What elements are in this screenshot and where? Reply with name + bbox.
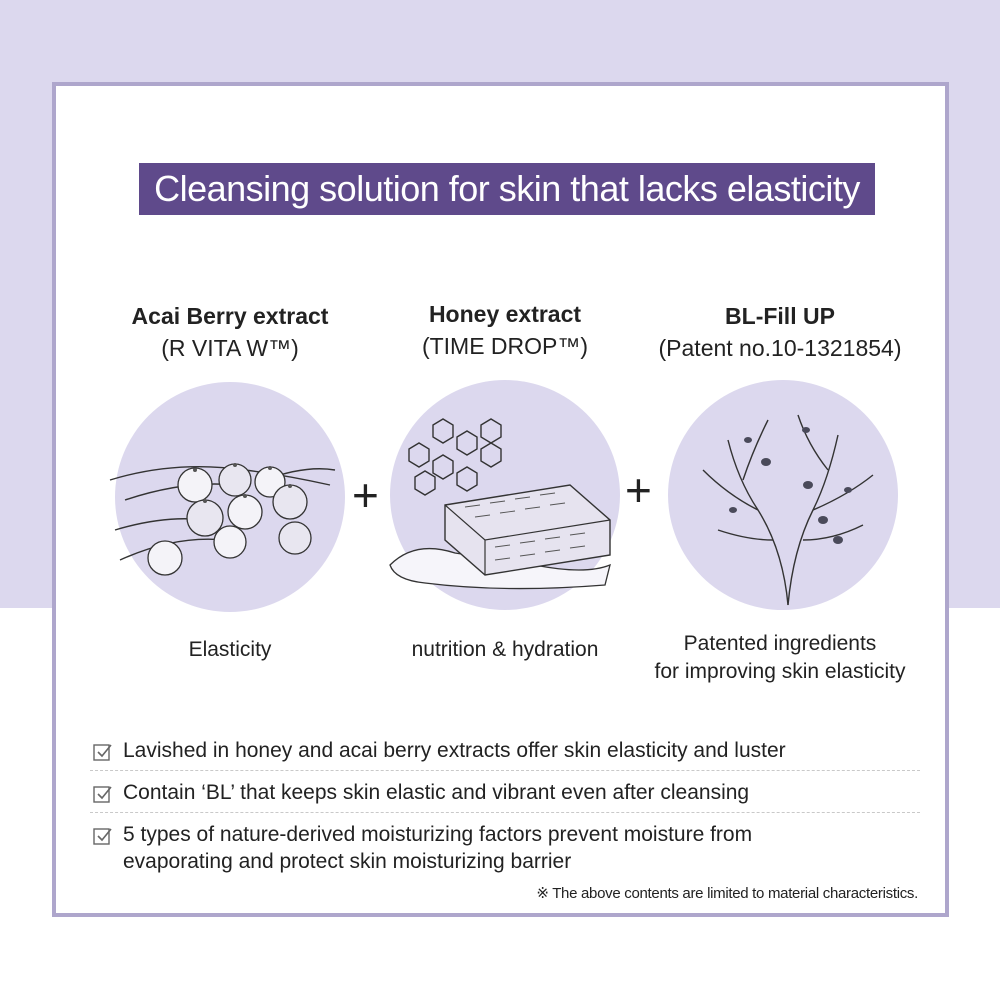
list-item <box>90 735 920 771</box>
seaweed-icon <box>688 400 888 610</box>
ingredient-trademark: (TIME DROP™) <box>421 333 589 359</box>
checkbox-icon <box>92 825 114 847</box>
ingredient-name: Acai Berry extract <box>131 303 329 329</box>
list-item-text: 5 types of nature-derived moisturizing factors prevent moisture from evaporating and protect skin moisturizing barrier <box>123 823 753 873</box>
list-item-text: Lavished in honey and acai berry extracts offer skin elasticity and luster <box>123 739 786 762</box>
list-item-text: Contain ‘BL’ that keeps skin elastic and vibrant even after cleansing <box>123 781 750 804</box>
feature-list <box>90 735 920 887</box>
caption-honey: nutrition & hydration <box>411 638 599 661</box>
footnote: ※ The above contents are limited to material characteristics. <box>536 885 918 902</box>
list-item <box>90 819 920 881</box>
ingredient-name: BL-Fill UP <box>725 303 835 329</box>
ingredient-header-acai <box>110 300 350 364</box>
ingredient-header-honey <box>385 298 625 362</box>
checkbox-icon <box>92 741 114 763</box>
caption-bl-line1: Patented ingredients <box>683 632 877 655</box>
caption-bl <box>630 630 930 686</box>
acai-berry-icon <box>105 440 345 590</box>
caption-acai: Elasticity <box>188 638 272 661</box>
ingredient-header-bl <box>630 300 930 364</box>
ingredient-trademark: (R VITA W™) <box>161 335 299 361</box>
caption-bl-line2: for improving skin elasticity <box>654 660 906 683</box>
page-title: Cleansing solution for skin that lacks elasticity <box>139 163 875 215</box>
ingredient-patent: (Patent no.10-1321854) <box>658 335 902 361</box>
plus-sign: + <box>625 464 652 516</box>
plus-sign: + <box>352 469 379 521</box>
honeycomb-icon <box>385 415 625 595</box>
checkbox-icon <box>92 783 114 805</box>
ingredient-name: Honey extract <box>428 301 582 327</box>
list-item <box>90 777 920 813</box>
